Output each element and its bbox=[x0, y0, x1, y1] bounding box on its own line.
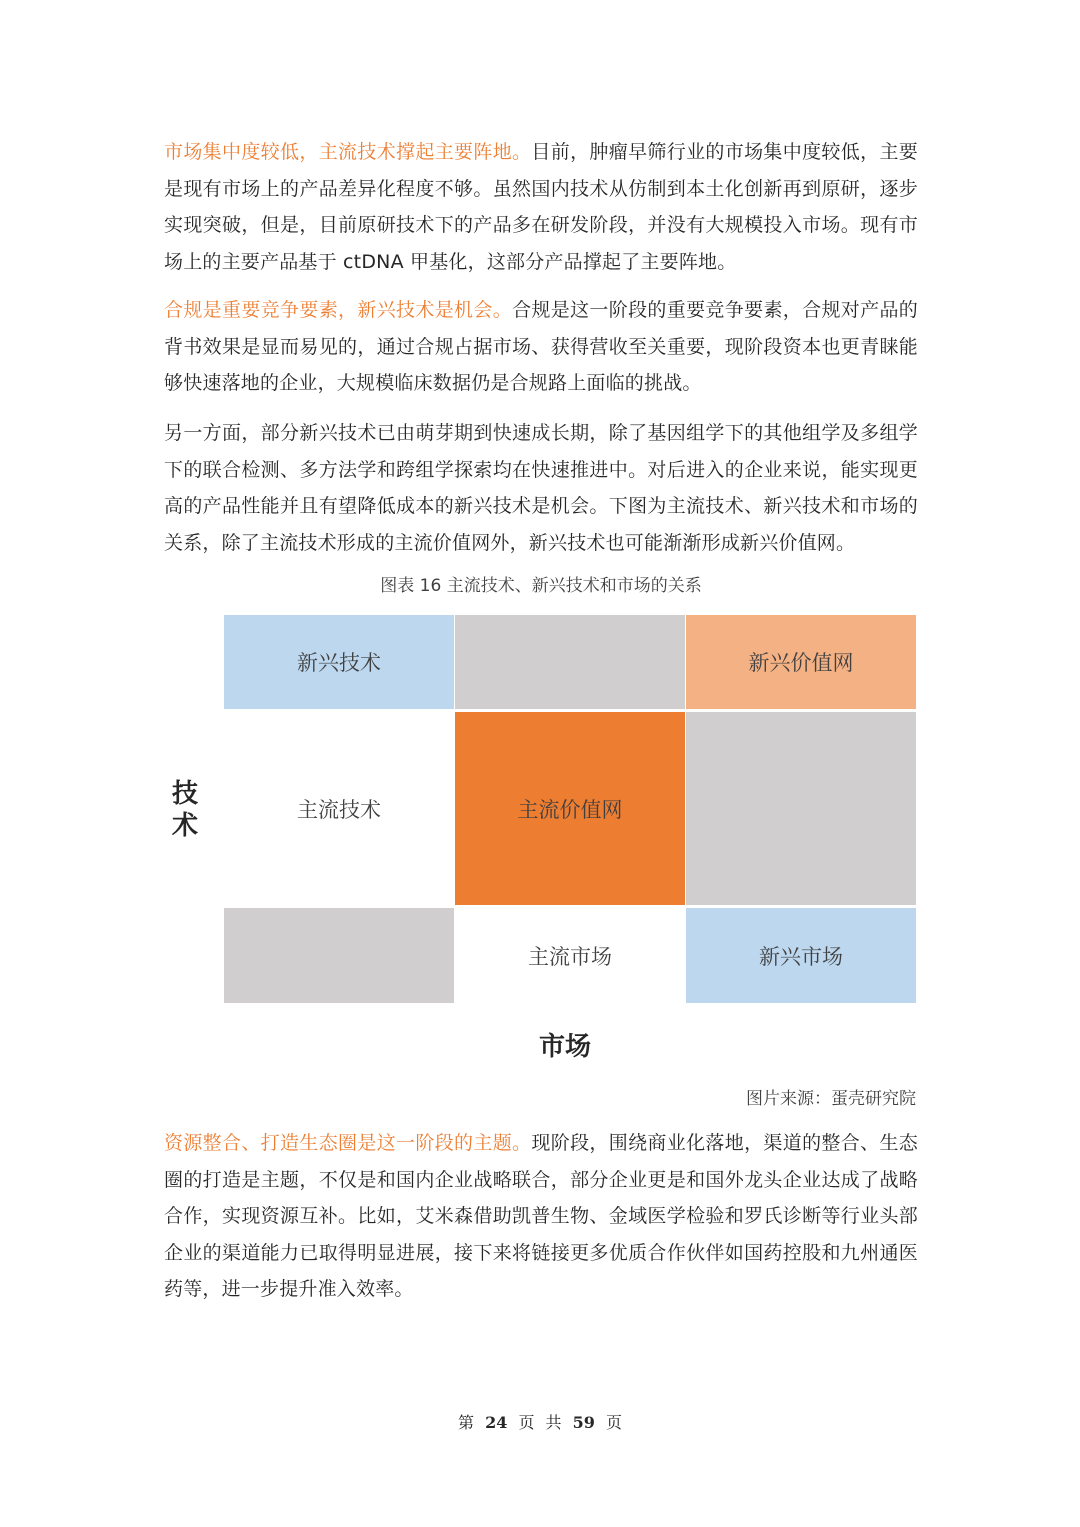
y-axis-label: 技术 bbox=[171, 779, 198, 841]
paragraph-compliance bbox=[164, 292, 918, 402]
figure-source: 图片来源：蛋壳研究院 bbox=[746, 1089, 916, 1109]
cell-empty-top-middle bbox=[455, 615, 685, 709]
tech-market-matrix bbox=[224, 615, 916, 1003]
figure-caption: 图表 16 主流技术、新兴技术和市场的关系 bbox=[380, 576, 702, 596]
cell-emerging-market: 新兴市场 bbox=[686, 908, 916, 1003]
paragraph-ecosystem bbox=[164, 1125, 918, 1308]
cell-emerging-value-net: 新兴价值网 bbox=[686, 615, 916, 709]
paragraph-text: 另一方面，部分新兴技术已由萌芽期到快速成长期，除了基因组学下的其他组学及多组学下的联合检测、多方法学和跨组学探索均在快速推进中。对后进入的企业来说，能实现更高的产品性能并且有望降低成本的新兴技术是机会。下图为主流技术、新兴技术和市场的关系，除了主流技术形成的主流价值网外，新兴技术也可能渐渐形成新兴价值网。 bbox=[164, 422, 918, 554]
cell-mainstream-market: 主流市场 bbox=[455, 908, 685, 1003]
paragraph-heading: 合规是重要竞争要素，新兴技术是机会。 bbox=[164, 299, 513, 321]
footer-middle: 页 共 bbox=[518, 1413, 562, 1432]
x-axis-label: 市场 bbox=[538, 1032, 591, 1062]
cell-empty-middle-right bbox=[686, 712, 916, 905]
total-pages: 59 bbox=[572, 1413, 595, 1432]
footer-prefix: 第 bbox=[457, 1413, 474, 1432]
page-footer bbox=[0, 1410, 1080, 1433]
footer-suffix: 页 bbox=[606, 1413, 623, 1432]
paragraph-heading: 资源整合、打造生态圈是这一阶段的主题。 bbox=[164, 1132, 532, 1154]
paragraph-emerging-tech bbox=[164, 415, 918, 561]
paragraph-market-concentration bbox=[164, 134, 918, 280]
cell-emerging-tech: 新兴技术 bbox=[224, 615, 454, 709]
paragraph-text: 合规是这一阶段的重要竞争要素，合规对产品的背书效果是显而易见的，通过合规占据市场、获得营收至关重要，现阶段资本也更青睐能够快速落地的企业，大规模临床数据仍是合规路上面临的挑战。 bbox=[164, 299, 918, 394]
cell-empty-bottom-left bbox=[224, 908, 454, 1003]
paragraph-text: 现阶段，围绕商业化落地，渠道的整合、生态圈的打造是主题，不仅是和国内企业战略联合，部分企业更是和国外龙头企业达成了战略合作，实现资源互补。比如，艾米森借助凯普生物、金域医学检验和罗氏诊断等行业头部企业的渠道能力已取得明显进展，接下来将链接更多优质合作伙伴如国药控股和九州通医药等，进一步提升准入效率。 bbox=[164, 1132, 918, 1300]
paragraph-text: 目前，肿瘤早筛行业的市场集中度较低，主要是现有市场上的产品差异化程度不够。虽然国内技术从仿制到本土化创新再到原研，逐步实现突破，但是，目前原研技术下的产品多在研发阶段，并没有大规模投入市场。现有市场上的主要产品基于 ctDNA 甲基化，这部分产品撑起了主要阵地。 bbox=[164, 141, 918, 273]
cell-mainstream-tech: 主流技术 bbox=[224, 712, 454, 905]
cell-mainstream-value-net: 主流价值网 bbox=[455, 712, 685, 905]
paragraph-heading: 市场集中度较低，主流技术撑起主要阵地。 bbox=[164, 141, 532, 163]
page-number: 24 bbox=[485, 1413, 508, 1432]
